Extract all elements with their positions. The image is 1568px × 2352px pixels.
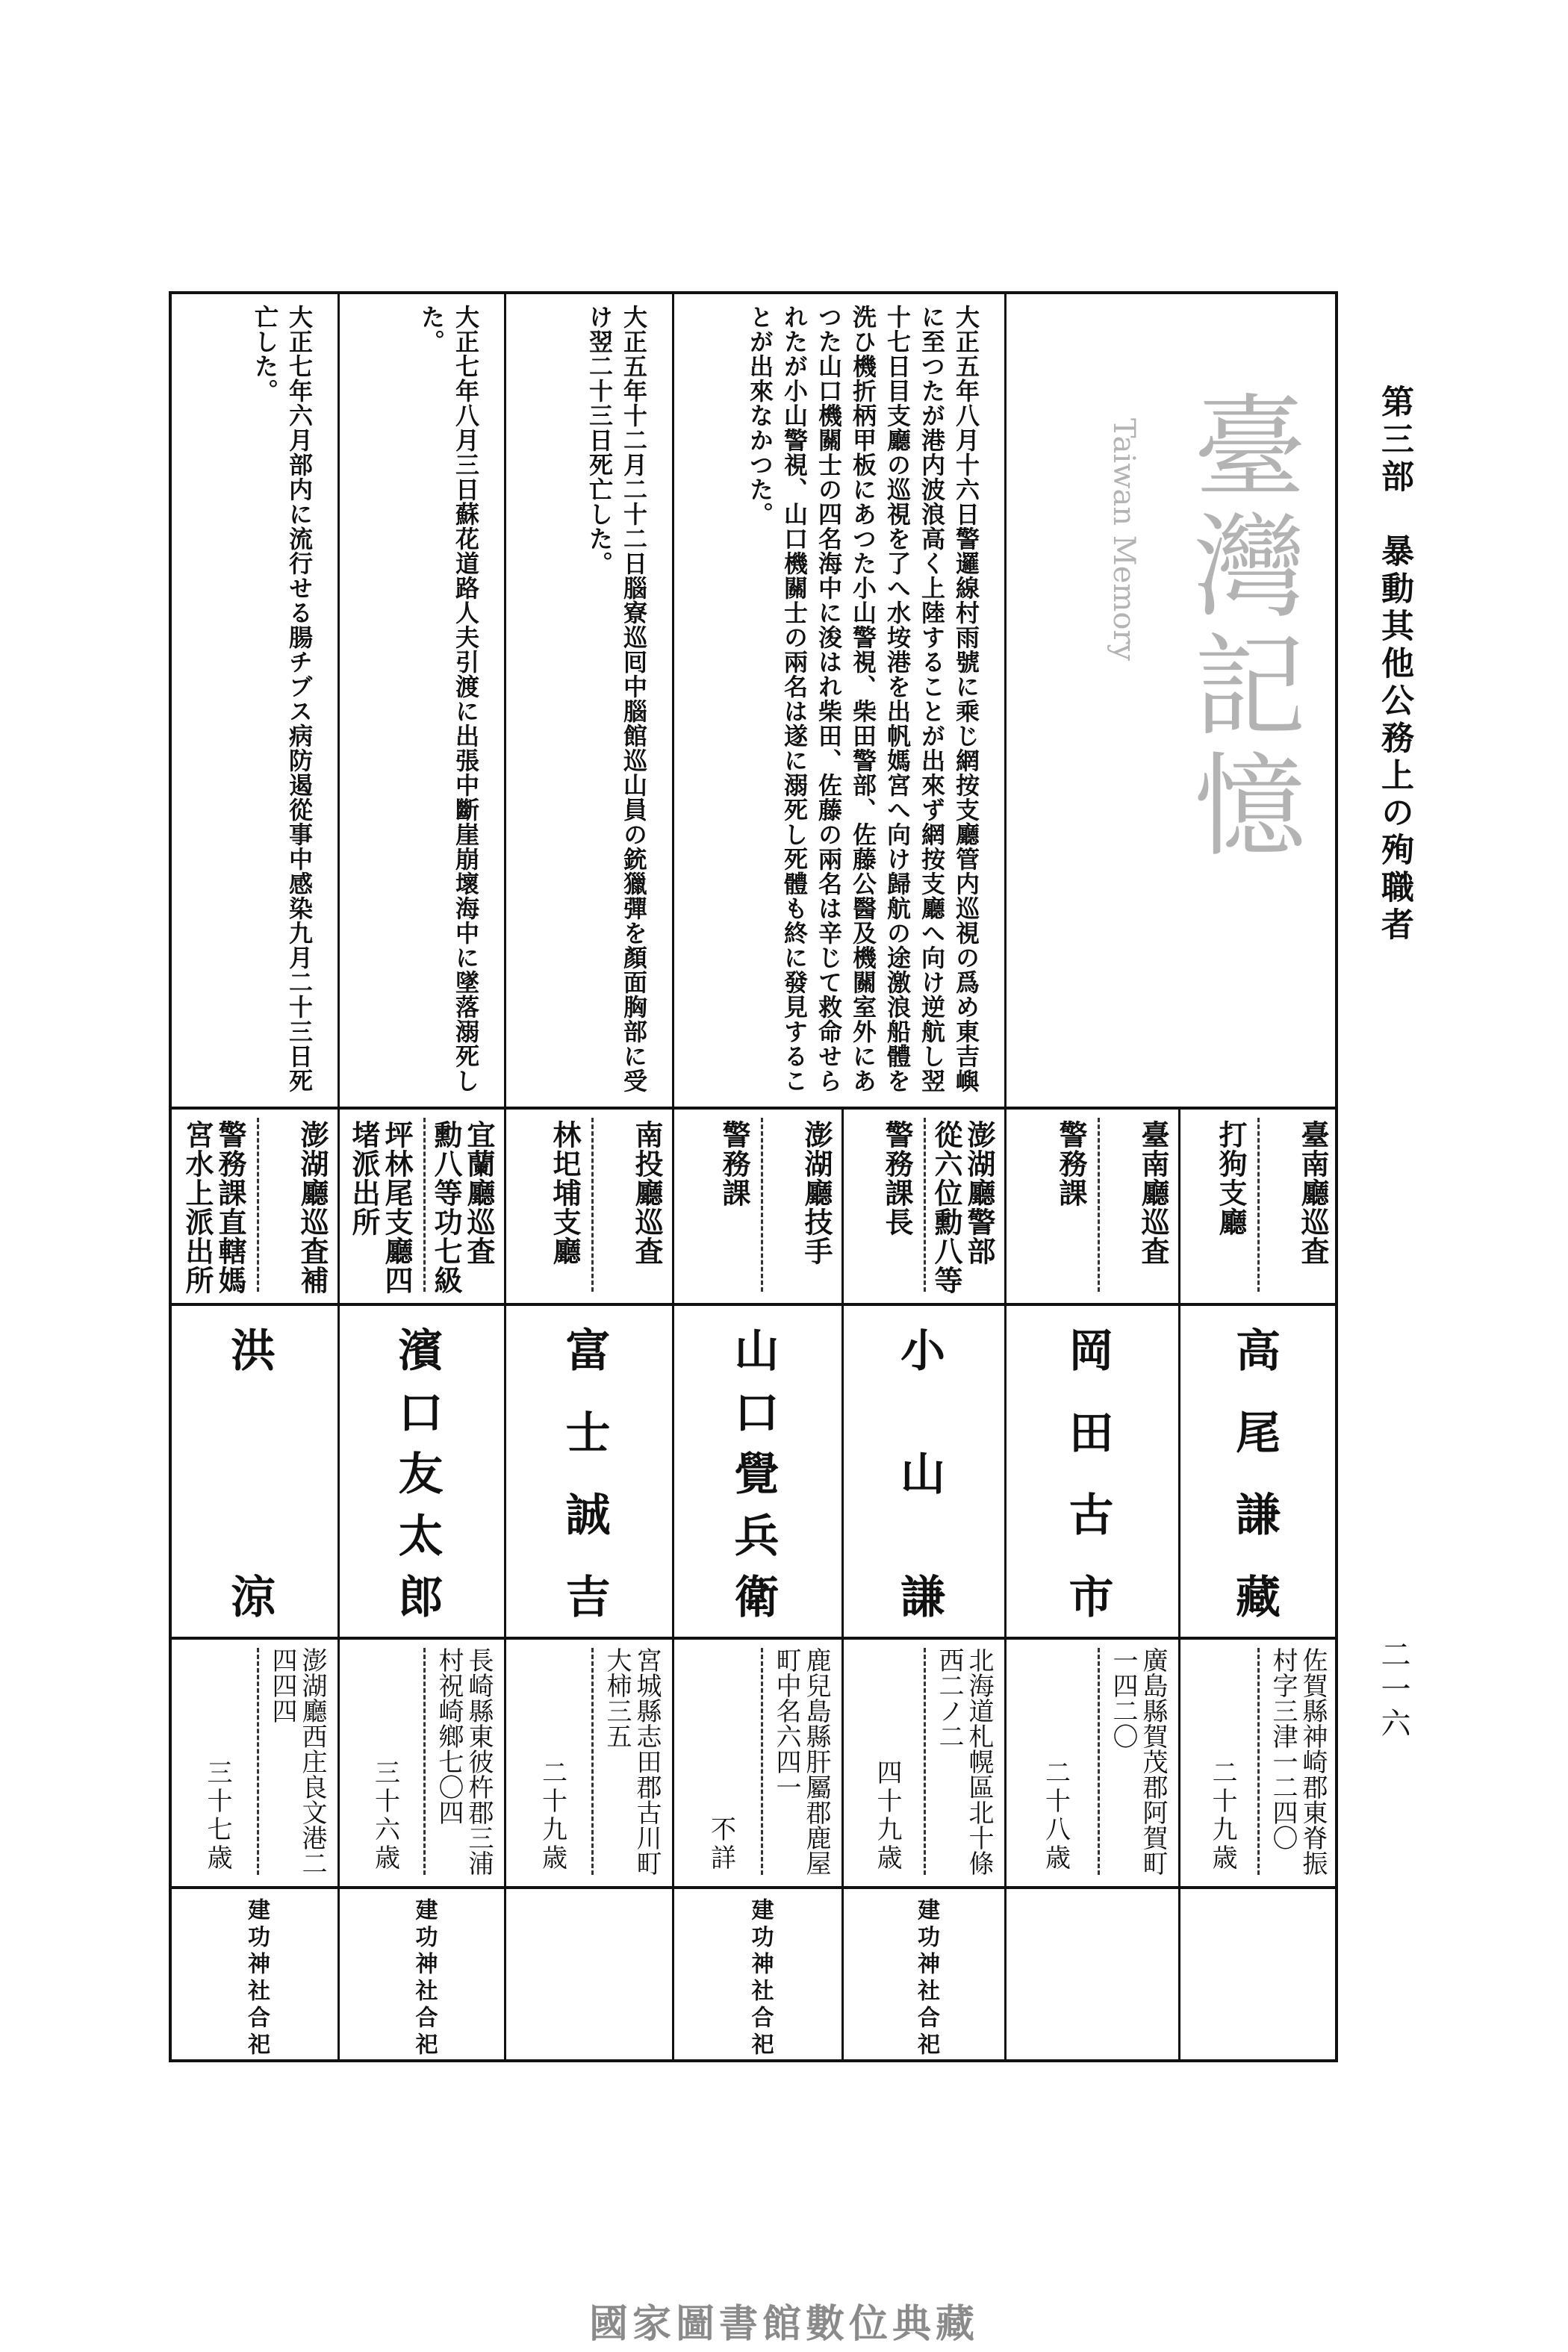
department: 打狗支廳 <box>1214 1120 1248 1236</box>
office-title: 澎湖廳巡査補 <box>296 1120 329 1295</box>
address-divider <box>257 1648 259 1875</box>
affiliation-divider <box>591 1118 594 1292</box>
affiliation-divider <box>1098 1118 1100 1292</box>
age-at-death: 二十八歳 <box>1040 1759 1071 1873</box>
name-character: 田 <box>1068 1407 1114 1460</box>
affiliation-divider <box>1257 1118 1260 1292</box>
narrative-divider <box>337 291 340 1107</box>
name-character: 小 <box>900 1325 945 1378</box>
row-divider <box>169 1886 1338 1889</box>
person-name <box>337 1325 504 1624</box>
enshrinement-note: 建功神社合祀 <box>747 1898 774 2059</box>
name-character: 太 <box>398 1510 444 1563</box>
watermark-latin: Taiwan Memory <box>1107 418 1141 662</box>
office-title: 臺南廳巡査 <box>1296 1120 1330 1266</box>
name-character: 吉 <box>565 1572 611 1624</box>
age-at-death: 二十九歳 <box>1207 1759 1237 1873</box>
name-character: 謙 <box>900 1572 945 1624</box>
domicile-address: 長崎縣東彼杵郡三浦 村祝崎鄉七〇四 <box>434 1647 494 1876</box>
name-character: 覺 <box>734 1449 780 1501</box>
person-name <box>1178 1325 1338 1624</box>
person-name <box>672 1325 841 1624</box>
name-character: 衛 <box>734 1572 780 1624</box>
domicile-address: 澎湖廳西庄良文港二 四四四 <box>267 1647 327 1876</box>
affiliation-divider <box>924 1118 926 1292</box>
narrative-text: 大正七年八月三日蘇花道路人夫引渡に出張中斷崖崩壞海中に墜落溺死し た。 <box>417 305 480 1093</box>
name-character: 藏 <box>1236 1572 1281 1624</box>
name-character: 誠 <box>565 1490 611 1542</box>
address-divider <box>761 1648 763 1875</box>
office-title: 宜蘭廳巡査 勳八等功七級 <box>429 1120 496 1295</box>
department: 林圯埔支廳 <box>548 1120 582 1266</box>
domicile-address: 鹿兒島縣肝屬郡鹿屋 町中名六四一 <box>771 1647 831 1876</box>
enshrinement-note: 建功神社合祀 <box>913 1898 939 2059</box>
row-divider <box>169 1303 1338 1306</box>
name-character: 市 <box>1068 1572 1114 1624</box>
narrative-text: 大正七年六月部内に流行せる腸チブス病防遏從事中感染九月二十三日死 亡した。 <box>251 305 314 1093</box>
person-name <box>169 1325 337 1624</box>
domicile-address: 宮城縣志田郡古川町 大柿三五 <box>602 1647 662 1876</box>
name-character: 濱 <box>398 1325 444 1378</box>
person-name <box>504 1325 672 1624</box>
office-title: 臺南廳巡査 <box>1136 1120 1170 1266</box>
name-character: 口 <box>734 1387 780 1440</box>
row-divider <box>169 1637 1338 1640</box>
person-name <box>841 1325 1004 1624</box>
address-divider <box>1257 1648 1260 1875</box>
affiliation-divider <box>423 1118 426 1292</box>
age-at-death: 四十九歳 <box>872 1759 902 1873</box>
collection-footer: 國家圖書館數位典藏 <box>588 2301 979 2347</box>
enshrinement-note: 建功神社合祀 <box>243 1898 270 2059</box>
enshrinement-note: 建功神社合祀 <box>411 1898 438 2059</box>
address-divider <box>423 1648 426 1875</box>
name-character: 山 <box>900 1449 945 1501</box>
name-character: 富 <box>565 1325 611 1378</box>
name-character: 友 <box>398 1449 444 1501</box>
watermark-logo: 臺灣記憶 <box>1175 388 1304 866</box>
department: 警務課 <box>718 1120 751 1207</box>
affiliation-divider <box>761 1118 763 1292</box>
age-at-death: 二十九歳 <box>537 1759 567 1873</box>
name-character: 口 <box>398 1387 444 1440</box>
address-divider <box>924 1648 926 1875</box>
domicile-address: 佐賀縣神崎郡東脊振 村字三津一二四〇 <box>1268 1647 1328 1876</box>
age-at-death: 不詳 <box>706 1816 736 1873</box>
narrative-divider <box>504 291 506 1107</box>
office-title: 澎湖廳技手 <box>800 1120 833 1266</box>
page-number: 二一六 <box>1376 1639 1410 1742</box>
department: 警務課 <box>1054 1120 1088 1207</box>
affiliation-divider <box>257 1118 259 1292</box>
narrative-divider <box>672 291 674 1107</box>
address-divider <box>591 1648 594 1875</box>
department: 警務課直轄媽 宮水上派出所 <box>181 1120 247 1295</box>
name-character: 山 <box>734 1325 780 1378</box>
age-at-death: 三十七歳 <box>202 1759 232 1873</box>
name-character: 洪 <box>231 1325 276 1378</box>
name-character: 岡 <box>1068 1325 1114 1378</box>
narrative-divider <box>1004 291 1007 1107</box>
name-character: 士 <box>565 1407 611 1460</box>
office-title: 澎湖廳警部 從六位勳八等 <box>930 1120 996 1295</box>
name-character: 古 <box>1068 1490 1114 1542</box>
office-title: 南投廳巡査 <box>630 1120 664 1266</box>
department: 警務課長 <box>880 1120 914 1236</box>
name-character: 謙 <box>1236 1490 1281 1542</box>
domicile-address: 北海道札幌區北十條 西二ノ二 <box>934 1647 994 1876</box>
narrative-text: 大正五年八月十六日警邏線村雨號に乘じ網按支廳管内巡視の爲め東吉嶼 に至つたが港内波浪高く上陸することが出來ず網按支廳へ向け逆航し翌 十七日目支廳の巡視を了へ水垵港を出帆媽宮へ向け歸航の途激浪船體を 洗ひ機折柄甲板にあつた小山警視、柴田警部、佐藤公醫及機關室外にあ つた山口機關士の四名海中に浚はれ柴田、佐藤の兩名は辛じて救命せら れたが小山警視、山口機關士の兩名は遂に溺死し死體も終に發見するこ とが出來なかつた。 <box>746 305 980 1093</box>
part-title: 第三部 暴動其他公務上の殉職者 <box>1375 385 1413 945</box>
name-character: 涼 <box>231 1572 276 1624</box>
age-at-death: 三十六歳 <box>370 1759 400 1873</box>
domicile-address: 廣島縣賀茂郡阿賀町 一四二〇 <box>1108 1647 1168 1876</box>
person-name <box>1004 1325 1178 1624</box>
name-character: 高 <box>1236 1325 1281 1378</box>
name-character: 尾 <box>1236 1407 1281 1460</box>
row-divider <box>169 1107 1338 1110</box>
name-character: 兵 <box>734 1510 780 1563</box>
name-character: 郎 <box>398 1572 444 1624</box>
department: 坪林尾支廳四 堵派出所 <box>347 1120 414 1295</box>
address-divider <box>1098 1648 1100 1875</box>
narrative-text: 大正五年十二月二十二日腦寮巡囘中腦館巡山員の銃獵彈を顏面胸部に受 け翌二十三日死亡した。 <box>585 305 648 1093</box>
